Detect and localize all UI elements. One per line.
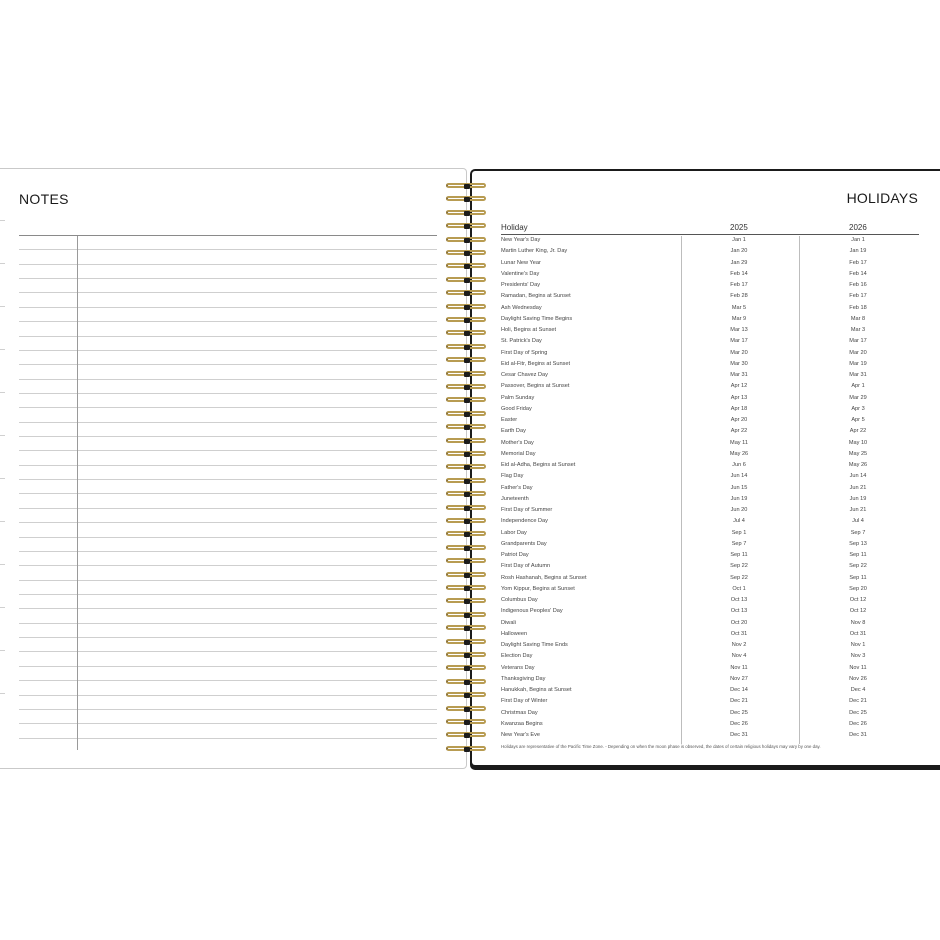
date-2025: Jun 14 xyxy=(730,473,748,480)
holiday-name: Earth Day xyxy=(501,428,526,435)
date-2025: Apr 12 xyxy=(730,383,748,390)
date-2025: Nov 11 xyxy=(730,664,748,671)
date-2025: Feb 17 xyxy=(730,282,748,288)
holiday-name: Labor Day xyxy=(501,529,527,536)
edge-tick xyxy=(0,392,5,393)
table-row xyxy=(501,269,919,280)
spiral-coil xyxy=(444,691,490,700)
column-header-2026: 2026 xyxy=(849,223,867,232)
date-2025: Jul 4 xyxy=(733,518,745,525)
date-2026: Sep 11 xyxy=(849,574,867,581)
note-line xyxy=(19,480,437,494)
date-2025: Nov 2 xyxy=(731,642,747,648)
table-row xyxy=(501,629,919,640)
date-2026: Nov 8 xyxy=(850,619,866,626)
table-row xyxy=(501,438,919,449)
holidays-table-header xyxy=(501,221,919,235)
spiral-coil xyxy=(444,316,490,325)
spiral-binding xyxy=(444,182,490,757)
note-line xyxy=(19,581,437,595)
date-2025: Dec 14 xyxy=(730,687,748,693)
holiday-name: Ramadan, Begins at Sunset xyxy=(501,293,571,300)
date-2026: Jun 21 xyxy=(849,507,867,513)
note-line xyxy=(19,365,437,379)
spiral-coil xyxy=(444,249,490,258)
spiral-coil xyxy=(444,745,490,754)
table-row xyxy=(501,696,919,707)
holidays-title: HOLIDAYS xyxy=(846,190,918,206)
table-row xyxy=(501,494,919,505)
table-row xyxy=(501,528,919,539)
note-line xyxy=(19,394,437,408)
spiral-coil xyxy=(444,303,490,312)
date-2025: Jan 20 xyxy=(730,248,748,255)
date-2025: Mar 31 xyxy=(730,372,748,378)
holiday-name: Kwanzaa Begins xyxy=(501,720,543,727)
date-2026: Sep 22 xyxy=(849,563,867,570)
date-2026: Dec 31 xyxy=(849,732,867,738)
date-2026: Sep 13 xyxy=(849,540,867,547)
holiday-name: Eid al-Fitr, Begins at Sunset xyxy=(501,360,571,367)
spiral-coil xyxy=(444,678,490,687)
holiday-name: New Year's Day xyxy=(501,237,541,243)
notes-title: NOTES xyxy=(19,191,69,207)
holiday-name: Holi, Begins at Sunset xyxy=(501,327,557,333)
holiday-name: Diwali xyxy=(501,619,516,626)
edge-tick xyxy=(0,650,5,651)
holidays-footnote: Holidays are representative of the Pacific Time Zone. - Depending on when the moon phase is observed, the dates of certain religious holidays may vary by one day. xyxy=(501,744,821,749)
spiral-coil xyxy=(444,530,490,539)
spiral-coil xyxy=(444,262,490,271)
date-2026: Jan 1 xyxy=(851,237,865,243)
table-row xyxy=(501,415,919,426)
table-row xyxy=(501,370,919,381)
date-2026: May 10 xyxy=(848,439,868,446)
holiday-name: Juneteenth xyxy=(501,495,529,502)
date-2025: Mar 17 xyxy=(730,338,748,345)
holiday-name: St. Patrick's Day xyxy=(501,338,542,345)
date-2026: May 25 xyxy=(848,450,868,457)
spiral-coil xyxy=(444,329,490,338)
holiday-name: Palm Sunday xyxy=(501,394,535,401)
date-2026: Oct 12 xyxy=(849,597,867,603)
note-line xyxy=(19,538,437,552)
date-2025: Apr 18 xyxy=(730,405,748,412)
note-line xyxy=(19,322,437,336)
date-2026: Dec 21 xyxy=(849,698,867,705)
date-2026: Feb 16 xyxy=(849,282,867,288)
date-2026: Apr 22 xyxy=(849,428,867,435)
date-2025: Mar 5 xyxy=(731,304,747,311)
note-line xyxy=(19,279,437,293)
date-2026: Apr 3 xyxy=(851,405,865,412)
date-2025: Jun 6 xyxy=(732,462,746,468)
holiday-name: Halloween xyxy=(501,630,528,637)
table-row xyxy=(501,246,919,257)
table-row xyxy=(501,460,919,471)
holidays-table xyxy=(501,221,919,741)
table-row xyxy=(501,258,919,269)
note-line xyxy=(19,293,437,307)
edge-tick xyxy=(0,263,5,264)
holiday-name: Patriot Day xyxy=(501,552,529,558)
note-line xyxy=(19,566,437,580)
notes-margin-line xyxy=(77,236,78,750)
table-row xyxy=(501,314,919,325)
spiral-coil xyxy=(444,705,490,714)
spiral-coil xyxy=(444,222,490,231)
holiday-name: First Day of Spring xyxy=(501,349,548,356)
table-row xyxy=(501,359,919,370)
holiday-name: Thanksgiving Day xyxy=(501,675,546,682)
holiday-name: Memorial Day xyxy=(501,450,536,457)
holiday-name: Rosh Hashanah, Begins at Sunset xyxy=(501,574,587,581)
edge-tick xyxy=(0,693,5,694)
date-2026: Mar 31 xyxy=(849,372,867,378)
note-line xyxy=(19,236,437,250)
table-row xyxy=(501,561,919,572)
table-row xyxy=(501,573,919,584)
table-row xyxy=(501,663,919,674)
spiral-coil xyxy=(444,195,490,204)
spiral-coil xyxy=(444,423,490,432)
date-2025: Apr 13 xyxy=(730,394,748,401)
note-line xyxy=(19,652,437,666)
table-row xyxy=(501,618,919,629)
date-2025: Mar 13 xyxy=(730,327,748,333)
date-2026: Nov 3 xyxy=(850,653,866,660)
table-row xyxy=(501,685,919,696)
date-2026: Nov 26 xyxy=(849,675,867,682)
table-row xyxy=(501,393,919,404)
date-2025: Sep 1 xyxy=(731,529,747,536)
holiday-name: Valentine's Day xyxy=(501,270,540,277)
holiday-name: Daylight Saving Time Begins xyxy=(501,315,573,322)
date-2025: Feb 14 xyxy=(730,270,748,277)
edge-tick xyxy=(0,349,5,350)
note-line xyxy=(19,638,437,652)
date-2025: May 26 xyxy=(729,450,749,457)
holiday-name: Christmas Day xyxy=(501,709,538,716)
table-row xyxy=(501,404,919,415)
date-2025: Sep 7 xyxy=(731,540,747,547)
table-row xyxy=(501,516,919,527)
date-2025: Oct 1 xyxy=(732,585,746,592)
date-2025: Oct 13 xyxy=(730,597,748,603)
date-2025: Sep 11 xyxy=(730,552,748,558)
date-2026: Feb 17 xyxy=(849,259,867,266)
date-2026: Jan 19 xyxy=(849,248,867,255)
date-2026: Oct 12 xyxy=(849,608,867,615)
date-2025: Oct 20 xyxy=(730,619,748,626)
date-2026: Mar 3 xyxy=(850,327,866,333)
date-2025: Dec 25 xyxy=(730,709,748,716)
holiday-name: Martin Luther King, Jr. Day xyxy=(501,248,568,255)
table-row xyxy=(501,584,919,595)
table-row xyxy=(501,595,919,606)
date-2026: Mar 29 xyxy=(849,394,867,401)
table-row xyxy=(501,719,919,730)
table-row xyxy=(501,708,919,719)
table-row xyxy=(501,539,919,550)
date-2025: Jun 15 xyxy=(730,484,748,491)
date-2025: Jan 1 xyxy=(732,237,746,243)
note-line xyxy=(19,724,437,738)
spiral-coil xyxy=(444,463,490,472)
table-row xyxy=(501,505,919,516)
table-row xyxy=(501,325,919,336)
table-row xyxy=(501,381,919,392)
date-2026: Oct 31 xyxy=(849,630,867,637)
column-divider xyxy=(799,236,800,744)
note-line xyxy=(19,595,437,609)
date-2026: Mar 19 xyxy=(849,360,867,367)
table-row xyxy=(501,291,919,302)
note-line xyxy=(19,265,437,279)
holiday-name: First Day of Winter xyxy=(501,698,548,705)
holiday-name: Easter xyxy=(501,417,518,423)
note-line xyxy=(19,609,437,623)
date-2026: Nov 11 xyxy=(849,664,867,671)
spiral-coil xyxy=(444,289,490,298)
date-2025: Apr 22 xyxy=(730,428,748,435)
spiral-coil xyxy=(444,182,490,191)
edge-tick xyxy=(0,435,5,436)
holiday-name: Columbus Day xyxy=(501,597,538,603)
date-2025: Nov 4 xyxy=(731,653,747,660)
note-line xyxy=(19,437,437,451)
holiday-name: New Year's Eve xyxy=(501,732,541,738)
date-2026: Dec 25 xyxy=(849,709,867,716)
table-row xyxy=(501,483,919,494)
table-row xyxy=(501,303,919,314)
date-2025: Apr 20 xyxy=(730,417,748,423)
holiday-name: Lunar New Year xyxy=(501,259,541,266)
note-line xyxy=(19,308,437,322)
note-line xyxy=(19,351,437,365)
note-line xyxy=(19,667,437,681)
table-row xyxy=(501,280,919,291)
spiral-coil xyxy=(444,396,490,405)
table-row xyxy=(501,606,919,617)
spiral-coil xyxy=(444,651,490,660)
date-2025: Oct 31 xyxy=(730,630,748,637)
table-row xyxy=(501,550,919,561)
holiday-name: Good Friday xyxy=(501,405,532,412)
edge-tick xyxy=(0,521,5,522)
holiday-name: Presidents' Day xyxy=(501,282,540,288)
holiday-name: Father's Day xyxy=(501,484,533,491)
column-header-holiday: Holiday xyxy=(501,223,528,232)
spiral-coil xyxy=(444,597,490,606)
holiday-name: Hanukkah, Begins at Sunset xyxy=(501,687,572,693)
spiral-coil xyxy=(444,624,490,633)
spiral-coil xyxy=(444,276,490,285)
spiral-coil xyxy=(444,611,490,620)
spiral-coil xyxy=(444,718,490,727)
note-line xyxy=(19,451,437,465)
note-line xyxy=(19,250,437,264)
date-2026: Apr 1 xyxy=(851,383,865,390)
date-2026: Mar 8 xyxy=(850,315,866,322)
note-line xyxy=(19,681,437,695)
spiral-coil xyxy=(444,571,490,580)
edge-tick xyxy=(0,478,5,479)
holiday-name: First Day of Autumn xyxy=(501,563,551,570)
holiday-name: Independence Day xyxy=(501,518,548,525)
date-2026: Jul 4 xyxy=(852,518,864,525)
spiral-coil xyxy=(444,584,490,593)
date-2026: Sep 7 xyxy=(850,529,866,536)
note-line xyxy=(19,380,437,394)
table-row xyxy=(501,348,919,359)
holiday-name: Grandparents Day xyxy=(501,540,547,547)
spiral-coil xyxy=(444,731,490,740)
holiday-name: Yom Kippur, Begins at Sunset xyxy=(501,585,575,592)
holiday-name: Indigenous Peoples' Day xyxy=(501,608,563,615)
table-row xyxy=(501,471,919,482)
notes-ruled-lines xyxy=(19,235,437,739)
date-2025: Mar 9 xyxy=(731,315,747,322)
holiday-name: Passover, Begins at Sunset xyxy=(501,383,570,390)
date-2026: May 26 xyxy=(848,462,868,468)
date-2025: Dec 21 xyxy=(730,698,748,705)
date-2026: Mar 20 xyxy=(849,349,867,356)
date-2025: Sep 22 xyxy=(730,563,748,570)
date-2025: Dec 26 xyxy=(730,720,748,727)
note-line xyxy=(19,552,437,566)
spiral-coil xyxy=(444,343,490,352)
table-row xyxy=(501,640,919,651)
holiday-name: Mother's Day xyxy=(501,439,534,446)
spiral-coil xyxy=(444,383,490,392)
spiral-coil xyxy=(444,450,490,459)
note-line xyxy=(19,408,437,422)
spiral-coil xyxy=(444,490,490,499)
holiday-name: Election Day xyxy=(501,653,533,660)
date-2025: Jun 20 xyxy=(730,507,748,513)
spiral-coil xyxy=(444,437,490,446)
date-2025: Feb 28 xyxy=(730,293,748,300)
note-line xyxy=(19,523,437,537)
spiral-coil xyxy=(444,356,490,365)
spiral-coil xyxy=(444,664,490,673)
table-row xyxy=(501,674,919,685)
table-row xyxy=(501,235,919,246)
edge-tick xyxy=(0,607,5,608)
note-line xyxy=(19,466,437,480)
date-2026: Nov 1 xyxy=(850,642,866,648)
spiral-coil xyxy=(444,477,490,486)
edge-tick xyxy=(0,306,5,307)
spiral-coil xyxy=(444,504,490,513)
date-2025: Oct 13 xyxy=(730,608,748,615)
holidays-table-body xyxy=(501,235,919,741)
spiral-coil xyxy=(444,557,490,566)
note-line xyxy=(19,494,437,508)
date-2026: Sep 11 xyxy=(849,552,867,558)
note-line xyxy=(19,337,437,351)
table-row xyxy=(501,426,919,437)
edge-tick xyxy=(0,564,5,565)
date-2025: May 11 xyxy=(730,439,748,446)
note-line xyxy=(19,509,437,523)
table-row xyxy=(501,336,919,347)
holiday-name: Ash Wednesday xyxy=(501,304,542,311)
holiday-name: Daylight Saving Time Ends xyxy=(501,642,568,648)
holiday-name: Eid al-Adha, Begins at Sunset xyxy=(501,462,576,468)
spiral-coil xyxy=(444,544,490,553)
date-2025: Mar 20 xyxy=(730,349,748,356)
date-2026: Feb 18 xyxy=(849,304,867,311)
date-2026: Sep 20 xyxy=(849,585,867,592)
holiday-name: Flag Day xyxy=(501,473,524,480)
table-row xyxy=(501,730,919,741)
date-2026: Jun 19 xyxy=(849,495,867,502)
date-2025: Jan 29 xyxy=(730,259,748,266)
date-2026: Jun 14 xyxy=(849,473,867,480)
spiral-coil xyxy=(444,638,490,647)
spiral-coil xyxy=(444,209,490,218)
spiral-coil xyxy=(444,236,490,245)
date-2026: Apr 5 xyxy=(851,417,865,423)
note-line xyxy=(19,696,437,710)
spiral-coil xyxy=(444,517,490,526)
date-2026: Dec 4 xyxy=(850,687,866,693)
date-2026: Dec 26 xyxy=(849,720,867,727)
table-row xyxy=(501,651,919,662)
date-2026: Feb 14 xyxy=(849,270,867,277)
spiral-coil xyxy=(444,370,490,379)
holiday-name: First Day of Summer xyxy=(501,507,553,513)
holiday-name: Cesar Chavez Day xyxy=(501,372,548,378)
column-header-2025: 2025 xyxy=(730,223,748,232)
column-divider xyxy=(681,236,682,744)
date-2025: Dec 31 xyxy=(730,732,748,738)
edge-tick xyxy=(0,220,5,221)
date-2025: Sep 22 xyxy=(730,574,748,581)
date-2025: Mar 30 xyxy=(730,360,748,367)
table-row xyxy=(501,449,919,460)
date-2025: Jun 19 xyxy=(730,495,748,502)
note-line xyxy=(19,710,437,724)
date-2026: Jun 21 xyxy=(849,484,867,491)
spiral-coil xyxy=(444,410,490,419)
holiday-name: Veterans Day xyxy=(501,664,535,671)
note-line xyxy=(19,423,437,437)
date-2026: Mar 17 xyxy=(849,338,867,345)
date-2025: Nov 27 xyxy=(730,675,748,682)
date-2026: Feb 17 xyxy=(849,293,867,300)
note-line xyxy=(19,624,437,638)
